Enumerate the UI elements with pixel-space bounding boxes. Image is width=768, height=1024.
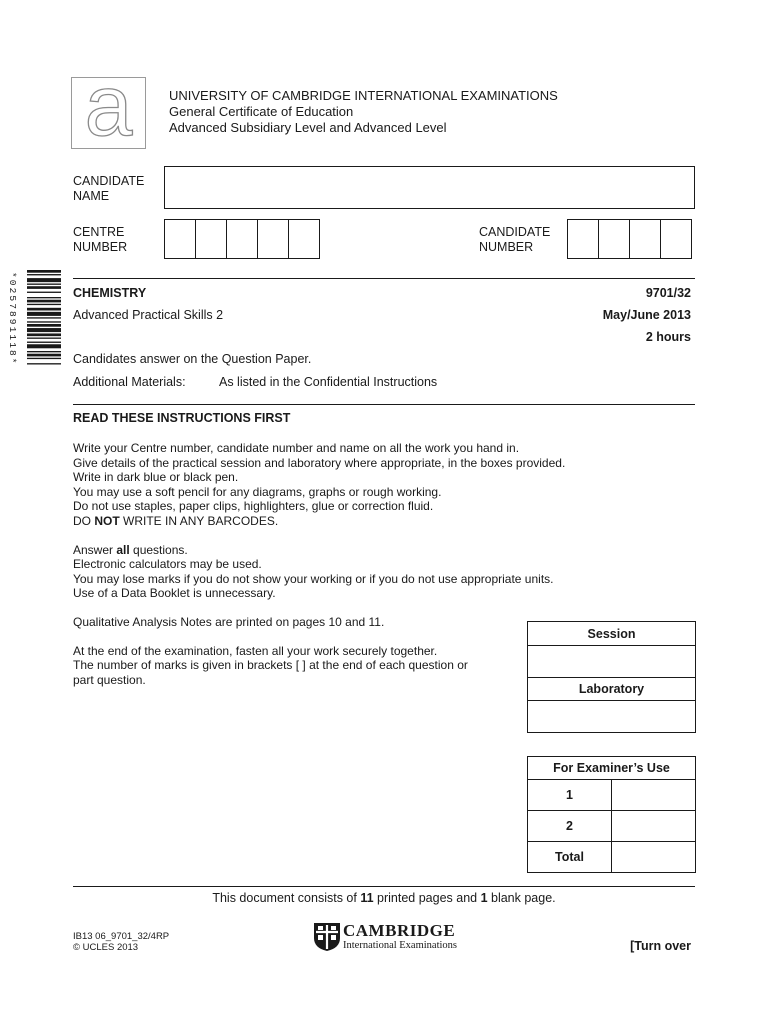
laboratory-label: Laboratory: [528, 678, 696, 701]
instruction-line: You may use a soft pencil for any diagrams, graphs or rough working.: [73, 484, 442, 499]
divider-footer: [73, 886, 695, 887]
session-field[interactable]: [528, 646, 696, 678]
instruction-line: Electronic calculators may be used.: [73, 557, 262, 572]
candidate-number-field[interactable]: [567, 219, 691, 259]
materials-value: As listed in the Confidential Instructions: [219, 375, 438, 389]
copyright: © UCLES 2013: [73, 942, 139, 953]
instruction-line: Answer all questions.: [73, 542, 188, 557]
total-mark[interactable]: [612, 842, 696, 873]
barcode-bar: [27, 312, 61, 316]
barcode-bar: [27, 274, 61, 275]
level: Advanced Subsidiary Level and Advanced Level: [169, 120, 447, 135]
instruction-line: Give details of the practical session and laboratory where appropriate, in the boxes provided.: [73, 455, 566, 470]
subject: CHEMISTRY: [73, 286, 147, 300]
total-label: Total: [528, 842, 612, 873]
barcode-bar: [27, 286, 61, 289]
instruction-line: Use of a Data Booklet is unnecessary.: [73, 586, 276, 601]
examiner-use-table: [527, 756, 696, 873]
instruction-line: At the end of the examination, fasten all your work securely together.: [73, 643, 438, 658]
cambridge-subtitle: International Examinations: [343, 940, 458, 951]
barcode-bar: [27, 363, 61, 364]
instruction-line: Write in dark blue or black pen.: [73, 470, 239, 485]
cambridge-wordmark: CAMBRIDGE: [343, 921, 456, 940]
barcode-bar: [27, 321, 61, 322]
paper-code: 9701/32: [645, 286, 691, 300]
centre-number-field[interactable]: [164, 219, 319, 259]
instruction-line: part question.: [73, 672, 146, 687]
qualification: General Certificate of Education: [169, 104, 354, 119]
barcode-bar: [27, 328, 61, 332]
duration: 2 hours: [645, 330, 691, 344]
session-laboratory-table: [527, 621, 696, 733]
instructions-heading: READ THESE INSTRUCTIONS FIRST: [73, 411, 291, 425]
instruction-line: You may lose marks if you do not show your working or if you do not use appropriate units.: [73, 571, 554, 586]
question-1-mark[interactable]: [612, 780, 696, 811]
barcode-text: *0257891118*: [7, 272, 18, 366]
barcode-bar: [27, 308, 61, 311]
board-name: UNIVERSITY OF CAMBRIDGE INTERNATIONAL EXAMINATIONS: [169, 88, 558, 103]
instruction-line: The number of marks is given in brackets [ ] at the end of each question or: [73, 658, 468, 673]
question-1-label: 1: [528, 780, 612, 811]
barcode-bar: [27, 344, 61, 348]
barcode-bar: [27, 278, 61, 282]
answer-note: Candidates answer on the Question Paper.: [73, 352, 312, 366]
barcode-bar: [27, 338, 61, 339]
barcode-bar: [27, 292, 61, 293]
barcode-bar: [27, 270, 61, 273]
barcode-bar: [27, 297, 61, 298]
exam-session: May/June 2013: [602, 308, 691, 322]
laboratory-field[interactable]: [528, 701, 696, 733]
examiner-use-heading: For Examiner’s Use: [528, 757, 696, 780]
question-2-label: 2: [528, 811, 612, 842]
centre-number-label: CENTRE NUMBER: [73, 225, 128, 254]
instruction-line: Do not use staples, paper clips, highlighters, glue or correction fluid.: [73, 499, 434, 514]
candidate-name-label: CANDIDATE NAME: [73, 174, 145, 203]
barcode: [27, 270, 61, 400]
barcode-bar: [27, 300, 61, 303]
divider-instructions: [73, 404, 695, 405]
barcode-bar: [27, 304, 61, 305]
question-2-mark[interactable]: [612, 811, 696, 842]
candidate-name-field[interactable]: [164, 166, 695, 209]
barcode-bar: [27, 333, 61, 336]
paper-title: Advanced Practical Skills 2: [73, 308, 224, 322]
turn-over: [Turn over: [630, 939, 691, 953]
page-count: This document consists of 11 printed pages and 1 blank page.: [212, 891, 556, 905]
footer-ref: IB13 06_9701_32/4RP © UCLES 2013: [73, 931, 170, 953]
divider-top: [73, 278, 695, 279]
instruction-line: DO NOT WRITE IN ANY BARCODES.: [73, 513, 279, 528]
instruction-line: Qualitative Analysis Notes are printed on pages 10 and 11.: [73, 614, 385, 629]
cie-logo-letter: a: [84, 58, 133, 154]
barcode-bar: [27, 351, 61, 352]
session-label: Session: [528, 622, 696, 646]
cambridge-crest-icon: [313, 922, 341, 952]
instruction-line: Write your Centre number, candidate number and name on all the work you hand in.: [73, 441, 520, 455]
candidate-number-label: CANDIDATE NUMBER: [479, 225, 551, 254]
barcode-bar: [27, 324, 61, 327]
barcode-bar: [27, 354, 61, 357]
barcode-bar: [27, 342, 61, 343]
barcode-bar: [27, 358, 61, 359]
barcode-bar: [27, 284, 61, 285]
barcode-bar: [27, 317, 61, 318]
materials-label: Additional Materials:: [73, 375, 186, 389]
